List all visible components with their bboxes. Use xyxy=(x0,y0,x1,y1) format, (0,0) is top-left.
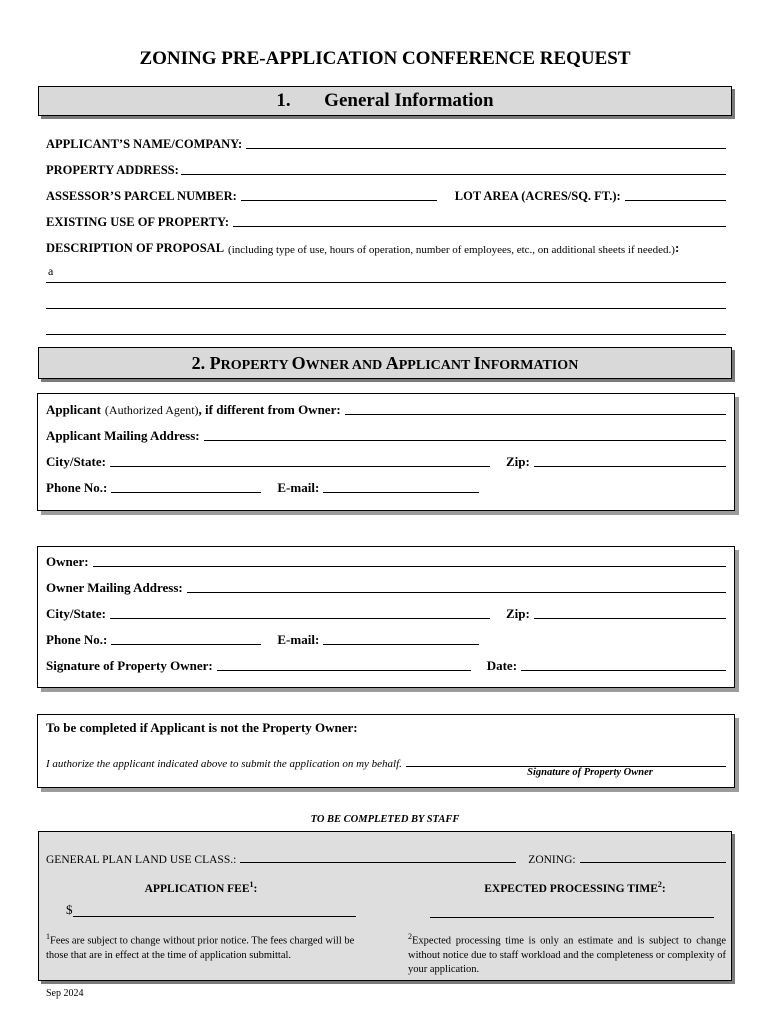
lot-area-label: LOT AREA (ACRES/SQ. FT.): xyxy=(454,189,621,203)
owner-city-row xyxy=(46,602,726,622)
processing-time-field[interactable] xyxy=(430,917,714,918)
owner-label: Owner: xyxy=(46,554,89,569)
section-1-heading: General Information xyxy=(324,90,494,111)
authorization-heading: To be completed if Applicant is not the Property Owner: xyxy=(46,720,358,735)
owner-city-label: City/State: xyxy=(46,606,106,621)
applicant-email-label: E-mail: xyxy=(277,480,320,495)
owner-mailing-row xyxy=(46,576,726,596)
owner-phone-field[interactable] xyxy=(111,644,261,645)
authorization-heading-row xyxy=(46,716,726,736)
applicant-label-suffix: , if different from Owner: xyxy=(198,402,341,417)
applicant-note: (Authorized Agent) xyxy=(104,403,199,417)
applicant-city-row xyxy=(46,450,726,470)
parcel-label: ASSESSOR’S PARCEL NUMBER: xyxy=(46,189,237,203)
applicant-zip-label: Zip: xyxy=(505,454,530,469)
owner-row xyxy=(46,550,726,570)
section-1-header xyxy=(38,86,732,116)
parcel-field[interactable] xyxy=(241,200,437,201)
description-colon: : xyxy=(674,240,680,255)
description-field-1[interactable] xyxy=(46,262,726,283)
authorization-sig-caption: Signature of Property Owner xyxy=(527,767,653,778)
property-address-field[interactable] xyxy=(181,174,726,175)
owner-zip-field[interactable] xyxy=(534,618,726,619)
description-field-3[interactable] xyxy=(46,314,726,335)
existing-use-label: EXISTING USE OF PROPERTY: xyxy=(46,215,230,229)
dollar-sign: $ xyxy=(66,902,73,917)
property-address-label: PROPERTY ADDRESS: xyxy=(46,163,179,177)
description-label: DESCRIPTION OF PROPOSAL xyxy=(46,241,225,255)
land-use-field[interactable] xyxy=(240,862,516,863)
applicant-field[interactable] xyxy=(345,414,726,415)
footnote-2: $^2$Expected processing time is only an estimate and is subject to change without notice due to staff workload and the completeness or complexity of your application. xyxy=(408,932,726,975)
applicant-city-label: City/State: xyxy=(46,454,106,469)
section-2-header xyxy=(38,347,732,379)
existing-use-field[interactable] xyxy=(233,226,726,227)
page-title: ZONING PRE-APPLICATION CONFERENCE REQUEST xyxy=(139,48,631,69)
applicant-phone-label: Phone No.: xyxy=(46,480,108,495)
land-use-row xyxy=(46,846,726,866)
owner-email-label: E-mail: xyxy=(277,632,320,647)
applicant-phone-field[interactable] xyxy=(111,492,261,493)
owner-city-field[interactable] xyxy=(110,618,490,619)
applicant-mailing-label: Applicant Mailing Address: xyxy=(46,428,200,443)
fee-heading: APPLICATION FEE$^1$: xyxy=(144,880,258,895)
footnote-1: $^1$Fees are subject to change without prior notice. The fees charged will be those that are in effect at the time of application submittal. xyxy=(46,932,355,961)
existing-use-row xyxy=(46,210,726,230)
zoning-field[interactable] xyxy=(580,862,726,863)
owner-field[interactable] xyxy=(93,566,726,567)
fee-field[interactable] xyxy=(73,916,357,917)
land-use-label: GENERAL PLAN LAND USE CLASS.: xyxy=(46,854,237,866)
owner-date-field[interactable] xyxy=(521,670,726,671)
description-note: (including type of use, hours of operation, number of employees, etc., on additional sheets if needed.) xyxy=(228,244,675,256)
applicant-zip-field[interactable] xyxy=(534,466,726,467)
footer-date: Sep 2024 xyxy=(46,988,84,999)
owner-signature-row xyxy=(46,654,726,674)
applicant-city-field[interactable] xyxy=(110,466,490,467)
description-field-2[interactable] xyxy=(46,288,726,309)
applicant-name-row xyxy=(46,132,726,152)
owner-mailing-label: Owner Mailing Address: xyxy=(46,580,183,595)
description-row xyxy=(46,236,726,256)
applicant-label: Applicant xyxy=(46,402,101,417)
owner-date-label: Date: xyxy=(486,658,518,673)
section-1-number: 1. xyxy=(276,90,291,111)
fee-row xyxy=(66,902,356,918)
applicant-name-field[interactable] xyxy=(246,148,726,149)
applicant-email-field[interactable] xyxy=(323,492,479,493)
section-2-heading: 2. PROPERTY OWNER AND APPLICANT INFORMATION xyxy=(191,353,579,373)
processing-time-heading: EXPECTED PROCESSING TIME$^2$: xyxy=(484,880,666,895)
property-address-row xyxy=(46,158,726,178)
owner-email-field[interactable] xyxy=(323,644,479,645)
applicant-name-label: APPLICANT’S NAME/COMPANY: xyxy=(46,137,243,151)
applicant-mailing-field[interactable] xyxy=(204,440,726,441)
applicant-phone-row xyxy=(46,476,726,496)
owner-phone-label: Phone No.: xyxy=(46,632,108,647)
staff-heading: TO BE COMPLETED BY STAFF xyxy=(310,814,460,825)
authorization-statement: I authorize the applicant indicated above to submit the application on my behalf. xyxy=(46,758,402,770)
parcel-row xyxy=(46,184,726,204)
applicant-mailing-row xyxy=(46,424,726,444)
owner-phone-row xyxy=(46,628,726,648)
zoning-label: ZONING: xyxy=(528,854,576,866)
owner-signature-field[interactable] xyxy=(217,670,471,671)
owner-mailing-field[interactable] xyxy=(187,592,726,593)
applicant-row xyxy=(46,398,726,418)
description-value: a xyxy=(48,264,54,278)
lot-area-field[interactable] xyxy=(625,200,726,201)
owner-zip-label: Zip: xyxy=(505,606,530,621)
owner-signature-label: Signature of Property Owner: xyxy=(46,658,213,673)
